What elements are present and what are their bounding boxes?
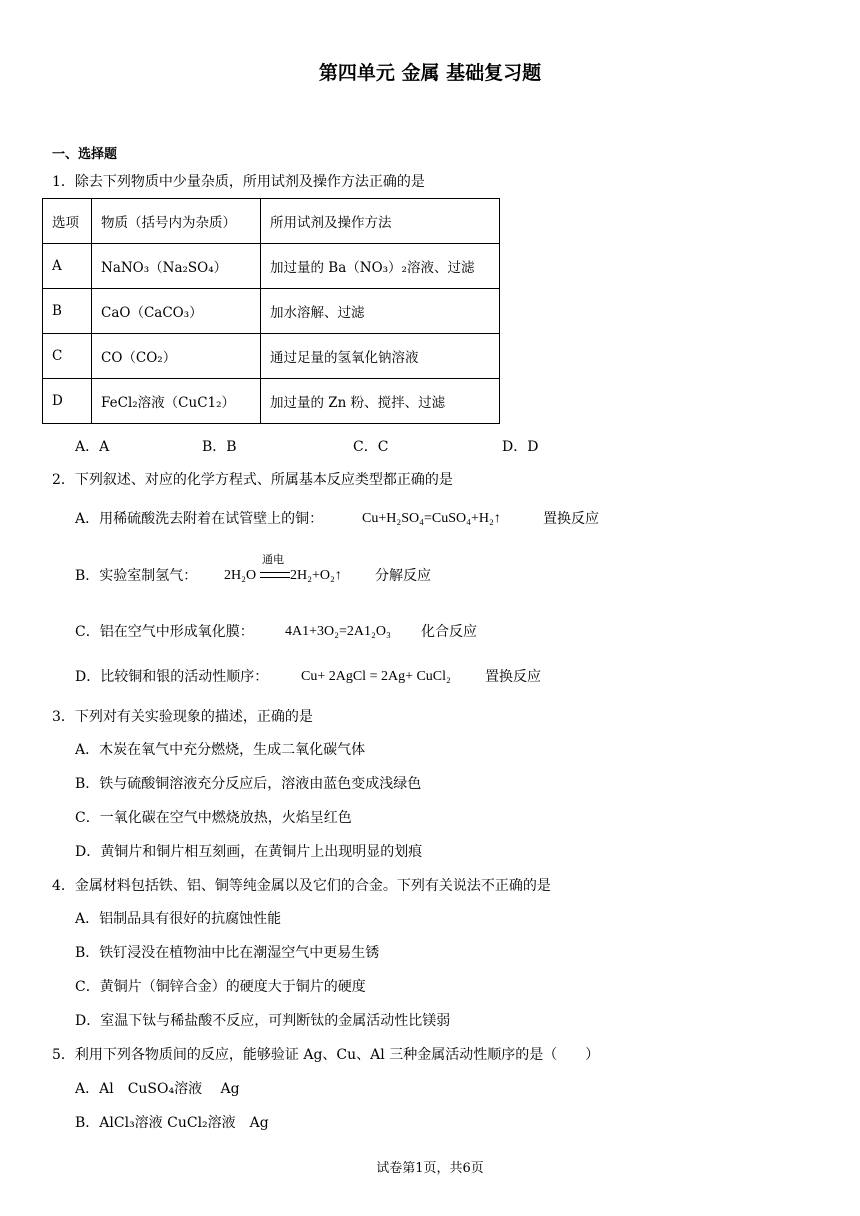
question-4-option-d: D．室温下钛与稀盐酸不反应，可判断钛的金属活动性比镁弱 bbox=[75, 1013, 451, 1029]
option-d-text: D．比较铜和银的活动性顺序： bbox=[75, 669, 269, 685]
option-a-equation: Cu+H₂SO₄=CuSO₄+H₂↑ bbox=[362, 511, 501, 526]
choice-c: C．C bbox=[353, 439, 389, 455]
question-4-stem: 4．金属材料包括铁、铝、铜等纯金属以及它们的合金。下列有关说法不正确的是 bbox=[52, 878, 551, 894]
table-cell: 加过量的 Zn 粉、搅拌、过滤 bbox=[261, 379, 500, 424]
question-3-option-b: B．铁与硫酸铜溶液充分反应后，溶液由蓝色变成浅绿色 bbox=[75, 776, 422, 792]
reaction-condition: 通电 bbox=[262, 553, 284, 566]
option-a-text: A．用稀硫酸洗去附着在试管壁上的铜： bbox=[75, 511, 324, 527]
question-3-option-a: A．木炭在氧气中充分燃烧，生成二氧化碳气体 bbox=[75, 742, 366, 758]
question-3-option-d: D．黄铜片和铜片相互刻画，在黄铜片上出现明显的划痕 bbox=[75, 844, 423, 860]
question-4-option-c: C．黄铜片（铜锌合金）的硬度大于铜片的硬度 bbox=[75, 979, 366, 995]
table-header-row bbox=[43, 199, 500, 244]
table-cell: D bbox=[43, 379, 92, 424]
choice-d: D．D bbox=[502, 439, 539, 455]
table-cell: NaNO₃（Na₂SO₄） bbox=[92, 244, 261, 289]
table-cell: A bbox=[43, 244, 92, 289]
table-header-cell: 选项 bbox=[43, 199, 92, 244]
question-2-stem: 2．下列叙述、对应的化学方程式、所属基本反应类型都正确的是 bbox=[52, 472, 453, 488]
question-3-stem: 3．下列对有关实验现象的描述，正确的是 bbox=[52, 709, 313, 725]
choice-b: B．B bbox=[202, 439, 237, 455]
table-row bbox=[43, 289, 500, 334]
table-cell: 加过量的 Ba（NO₃）₂溶液、过滤 bbox=[261, 244, 500, 289]
option-c-equation: 4A1+3O₂=2A1₂O₃ bbox=[285, 624, 391, 639]
question-4-option-a: A．铝制品具有很好的抗腐蚀性能 bbox=[75, 911, 282, 927]
option-b-text: B．实验室制氢气： bbox=[75, 568, 198, 584]
option-c-text: C．铝在空气中形成氧化膜： bbox=[75, 624, 254, 640]
section-heading: 一、选择题 bbox=[52, 147, 118, 162]
option-b-equation-right: 2H₂+O₂↑ bbox=[290, 568, 342, 583]
table-cell: FeCl₂溶液（CuC1₂） bbox=[92, 379, 261, 424]
table-cell: 通过足量的氢氧化钠溶液 bbox=[261, 334, 500, 379]
table-cell: CaO（CaCO₃） bbox=[92, 289, 261, 334]
option-d-type: 置换反应 bbox=[485, 669, 541, 685]
option-a-type: 置换反应 bbox=[543, 511, 599, 527]
table-header-cell: 所用试剂及操作方法 bbox=[261, 199, 500, 244]
question-1-stem: 1．除去下列物质中少量杂质，所用试剂及操作方法正确的是 bbox=[52, 174, 425, 190]
table-header-cell: 物质（括号内为杂质） bbox=[92, 199, 261, 244]
equal-sign bbox=[260, 572, 290, 578]
table-cell: 加水溶解、过滤 bbox=[261, 289, 500, 334]
option-b-equation-left: 2H₂O bbox=[224, 568, 257, 583]
option-b-type: 分解反应 bbox=[375, 568, 431, 584]
choice-a: A．A bbox=[75, 439, 110, 455]
table-cell: B bbox=[43, 289, 92, 334]
table-row bbox=[43, 244, 500, 289]
table-row bbox=[43, 379, 500, 424]
question-3-option-c: C．一氧化碳在空气中燃烧放热，火焰呈红色 bbox=[75, 810, 352, 826]
question-5-stem: 5．利用下列各物质间的反应，能够验证 Ag、Cu、Al 三种金属活动性顺序的是（ ） bbox=[52, 1047, 600, 1063]
table-cell: CO（CO₂） bbox=[92, 334, 261, 379]
table-cell: C bbox=[43, 334, 92, 379]
page-footer: 试卷第1页，共6页 bbox=[376, 1161, 484, 1176]
option-c-type: 化合反应 bbox=[421, 624, 477, 640]
question-1-table bbox=[42, 198, 500, 424]
table-row bbox=[43, 334, 500, 379]
page-title: 第四单元 金属 基础复习题 bbox=[318, 62, 542, 84]
option-d-equation: Cu+ 2AgCl = 2Ag+ CuCl₂ bbox=[301, 669, 451, 684]
question-5-option-b: B．AlCl₃溶液 CuCl₂溶液 Ag bbox=[75, 1115, 269, 1131]
question-5-option-a: A．Al CuSO₄溶液 Ag bbox=[75, 1081, 240, 1097]
question-4-option-b: B．铁钉浸没在植物油中比在潮湿空气中更易生锈 bbox=[75, 945, 380, 961]
